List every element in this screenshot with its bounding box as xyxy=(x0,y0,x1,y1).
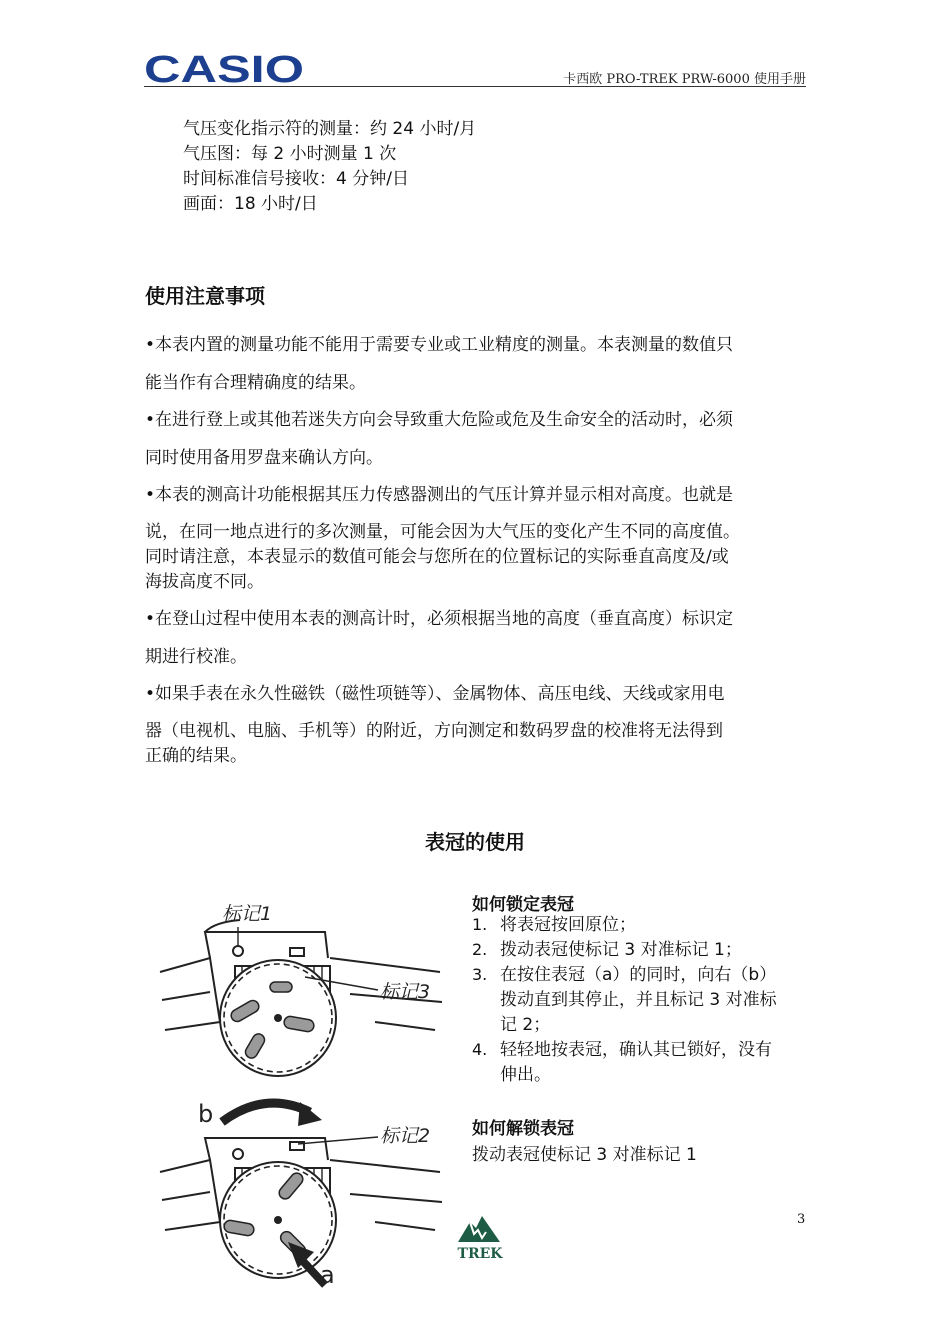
note-line: 同时请注意，本表显示的数值可能会与您所在的位置标记的实际垂直高度及/或 xyxy=(145,547,729,567)
step-text: 伸出。 xyxy=(500,1065,551,1085)
note-line: 期进行校准。 xyxy=(145,647,247,667)
section-heading-crown: 表冠的使用 xyxy=(425,830,525,854)
crown-diagram xyxy=(150,890,450,1304)
label-a: a xyxy=(320,1261,335,1289)
step-number: 1. xyxy=(472,915,488,934)
note-line: 器（电视机、电脑、手机等）的附近，方向测定和数码罗盘的校准将无法得到 xyxy=(145,721,723,741)
label-b: b xyxy=(198,1100,214,1128)
trek-logo-text: TREK xyxy=(457,1246,503,1262)
header-divider xyxy=(144,86,806,87)
label-mark2: 标记2 xyxy=(380,1125,431,1147)
step-text: 轻轻地按表冠，确认其已锁好，没有 xyxy=(500,1040,772,1060)
step-number: 3. xyxy=(472,965,488,984)
note-line: •在进行登上或其他若迷失方向会导致重大危险或危及生命安全的活动时，必须 xyxy=(145,410,734,430)
note-line: 海拔高度不同。 xyxy=(145,572,264,592)
note-line: •如果手表在永久性磁铁（磁性项链等）、金属物体、高压电线、天线或家用电 xyxy=(145,684,725,704)
trek-logo xyxy=(452,1208,508,1270)
note-line: 正确的结果。 xyxy=(145,746,247,766)
step-text: 拨动表冠使标记 3 对准标记 1； xyxy=(500,940,742,960)
battery-line: 气压变化指示符的测量：约 24 小时/月 xyxy=(183,119,477,139)
battery-line: 气压图：每 2 小时测量 1 次 xyxy=(183,144,397,164)
step-text: 拨动直到其停止，并且标记 3 对准标 xyxy=(500,990,777,1010)
step-number: 4. xyxy=(472,1040,488,1059)
section-heading-precautions: 使用注意事项 xyxy=(145,284,265,308)
page-number: 3 xyxy=(797,1212,806,1227)
label-mark1: 标记1 xyxy=(222,903,273,925)
step-number: 2. xyxy=(472,940,488,959)
note-line: •在登山过程中使用本表的测高计时，必须根据当地的高度（垂直高度）标识定 xyxy=(145,609,734,629)
lock-crown-title: 如何锁定表冠 xyxy=(472,895,574,915)
casio-logo xyxy=(144,50,314,94)
note-line: 说，在同一地点进行的多次测量，可能会因为大气压的变化产生不同的高度值。 xyxy=(145,522,740,542)
note-line: •本表内置的测量功能不能用于需要专业或工业精度的测量。本表测量的数值只 xyxy=(145,335,734,355)
step-text: 在按住表冠（a）的同时，向右（b） xyxy=(500,965,777,985)
header-title: 卡西欧 PRO-TREK PRW-6000 使用手册 xyxy=(563,72,806,87)
label-mark3: 标记3 xyxy=(380,981,431,1003)
battery-line: 时间标准信号接收：4 分钟/日 xyxy=(183,169,409,189)
casio-logo-text: CASIO xyxy=(144,50,304,90)
note-line: •本表的测高计功能根据其压力传感器测出的气压计算并显示相对高度。也就是 xyxy=(145,485,734,505)
step-text: 记 2； xyxy=(500,1015,551,1035)
battery-line: 画面：18 小时/日 xyxy=(183,194,318,214)
step-text: 将表冠按回原位； xyxy=(500,915,636,935)
note-line: 能当作有合理精确度的结果。 xyxy=(145,373,366,393)
note-line: 同时使用备用罗盘来确认方向。 xyxy=(145,448,383,468)
unlock-crown-title: 如何解锁表冠 xyxy=(472,1119,574,1139)
unlock-crown-text: 拨动表冠使标记 3 对准标记 1 xyxy=(472,1145,697,1165)
